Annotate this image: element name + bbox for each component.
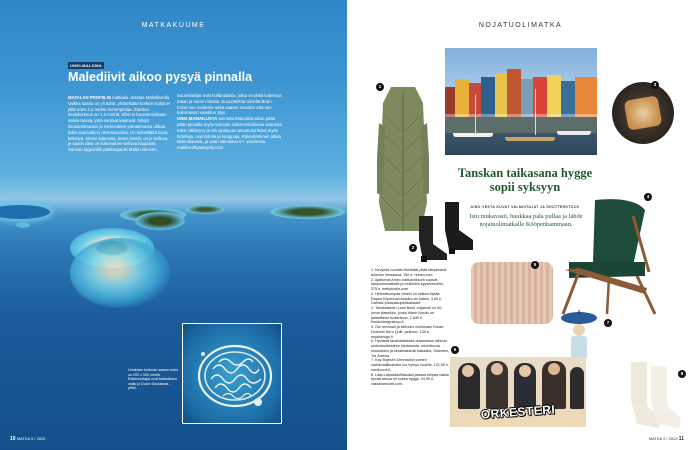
- mast: [475, 95, 476, 135]
- body-text: tunnettu Malediivit aikoo pitää pään pinnalla myös tarinnán sulenrenkelluvaa saaresta tulee näkkeyvy ja elä ujoittyuan asunnoisi lisäsi myös hotelleja, ravintoloita ja kauppoja. Rakentaminen alkaa tammikuussa, ja saari valmistuu 5 + vuodessa. maldivesfloatingcity.com: [177, 116, 282, 151]
- item-number-4: 4: [644, 193, 652, 201]
- house: [521, 79, 533, 117]
- house: [561, 81, 575, 117]
- leather-boots-image: [415, 200, 477, 262]
- section-head: MATKAKUUME: [141, 22, 206, 29]
- brain-coral-city-illustration: [183, 324, 282, 424]
- list-item: 1. Kevyesti vuorattu tikkitakki pitää lämpimänä tuksuun nimssissa, 150 e, nunso.com: [371, 268, 447, 277]
- item-number-3: 3: [651, 81, 659, 89]
- list-item: 8. Laaru-alpakkavillasukat jalassa kelpaa vaalia hyvää artosa eli kokea hygge, 24,90 e, vakkaramuotit.com.: [371, 372, 449, 386]
- boat: [557, 131, 591, 135]
- lead-in: UNELMAMAILUSTA: [177, 116, 218, 122]
- boat: [505, 137, 555, 141]
- house: [495, 73, 507, 117]
- list-item: 3. Herkuttoompaa viinerii on vaikea löytää. Rapea Köpenhamninalen viv kakes, 3,60 e, Gahiasi Ipldaukaupinkkakadut.: [371, 291, 443, 306]
- folio-text: MATKA 9 / 2022: [16, 436, 46, 441]
- list-item: 5. Olo rennostii ja kietoutu muhkeaan House Doctorin Nero Quilt -peittoon, 139 e, royaldesign.fi.: [371, 325, 444, 339]
- house: [481, 77, 495, 117]
- body-text: Suunnittelijat ovat hollantilaisia, jotka on pitkä kokemus maan ja meren liitosta. Suunnitelma nimeltä Brain Coral nuo moderne sekä saaren muodon että sen kokonaisen vaaditun älyn.: [177, 93, 282, 116]
- boat: [453, 133, 493, 137]
- house: [507, 69, 521, 117]
- list-item: 7. Kay Bojesen Denmarkin puinen naihismalikkahahe luo hymyn huulille, 121,50 e, nordicroot.fi.: [371, 358, 450, 372]
- list-item: 2. Ajattomat Arnec-nahkanilkkurit sopivat kaupunkimatkalle ja mullekkin syysmenoihin, 375 e, bettyddoiin.com: [371, 277, 445, 291]
- island: [16, 222, 30, 228]
- folio: [10, 436, 46, 442]
- house: [547, 75, 561, 117]
- page-number: 11: [678, 436, 684, 442]
- quilt-blanket-image: [471, 262, 553, 324]
- section-head: NOJATUOLIMATKA: [478, 22, 563, 29]
- folio-text: MATKA 9 / 2022: [648, 436, 678, 441]
- product-list: [371, 268, 451, 387]
- lead-in: MATALAN PROFIILIN: [68, 95, 112, 100]
- face: [519, 365, 531, 377]
- face: [462, 365, 474, 377]
- item-number-6: 6: [451, 346, 459, 354]
- island: [0, 205, 50, 219]
- item-number-7: 7: [604, 319, 612, 327]
- lagoon: [70, 238, 170, 308]
- alpaca-socks-image: [625, 360, 685, 432]
- item-number-8: 8: [678, 370, 686, 378]
- folio: [649, 436, 684, 442]
- inset-caption: Unelmien kelluvan saaren koko on 200 x 300 metriä. Rakennuttajat ovat Malediivien valtio ja Dutch Docklands -yhtiö.: [128, 368, 178, 391]
- house: [455, 79, 469, 117]
- pastry: [624, 95, 663, 130]
- item-number-1: 1: [376, 83, 384, 91]
- right-page: [347, 0, 694, 450]
- house: [575, 77, 597, 117]
- body-column-2: [177, 93, 282, 151]
- house: [445, 87, 455, 117]
- list-item: 4. Tanskalainen Lean Back -nojatuoli on 50-luvun klassikko, jonka Warm Nordic on palauttanut tuotantoon, 2 849 e, finnishdesignshop.fi.: [371, 306, 443, 325]
- island: [270, 205, 345, 219]
- island: [135, 212, 185, 230]
- mast: [535, 89, 536, 135]
- orkesteri-poster-image: [450, 357, 586, 427]
- page-number: 10: [10, 436, 16, 442]
- item-number-2: 2: [409, 244, 417, 252]
- article-title: Tanskan taikasana hygge sopii syksyyn: [457, 166, 593, 194]
- body-column-1: [68, 95, 171, 153]
- kicker-badge: UNELMALOMA: [70, 63, 102, 68]
- island: [185, 205, 225, 214]
- list-item: 6. Hyvässä tanskalaisessa draamassa niinkuin sinfoniaorkesterin kiertuensta. erkiriirbuvia muutoksen ja kesämakiedä lokkaalla, Orkesteri, Yle Areena.: [371, 339, 450, 358]
- poster-title: ORKESTERI: [480, 402, 556, 422]
- face: [491, 363, 503, 375]
- byline: AINO VESTA KUVAT VALMISTAJAT JA SHUTTERSTOCK: [470, 205, 580, 209]
- floating-city-inset-image: [182, 323, 282, 424]
- pastry-plate-image: [612, 82, 674, 144]
- article-title: Malediivit aikoo pysyä pinnalla: [68, 70, 253, 84]
- nyhavn-photo: [445, 48, 597, 155]
- body-text: matkailu omistaa Malediiveilla. Vaikka saaria on yli tuhat, yhdenkään korkein kohta ei ylitä edes 2,4 metrin merenpintaa. Saarten keskikorkeus on 1,5 metriä. Siksi ei huomenniskaan aalvia tarvita, jotta varpaat kastuvat. Nitojä ilmastonmuutos ja merivedeen pinnannousu uhkaa koko saarivaltion olemassaoloa. Un kekseliäitä usoa keksiiyä. Merivi tukenssa, kuten hotelli, on je-kelluva, je saaris idea on kokonainen kelluva kaupunki. Sanoan lagoonille pääkaupunki Malén vieveen.: [68, 95, 171, 153]
- lead-paragraph: Istu mukavasti, haukkaa pala pullaa ja lähde nojatuolimatkalle Kööpenhaminaan.: [469, 213, 583, 228]
- item-number-5: 5: [531, 261, 539, 269]
- face: [548, 363, 560, 375]
